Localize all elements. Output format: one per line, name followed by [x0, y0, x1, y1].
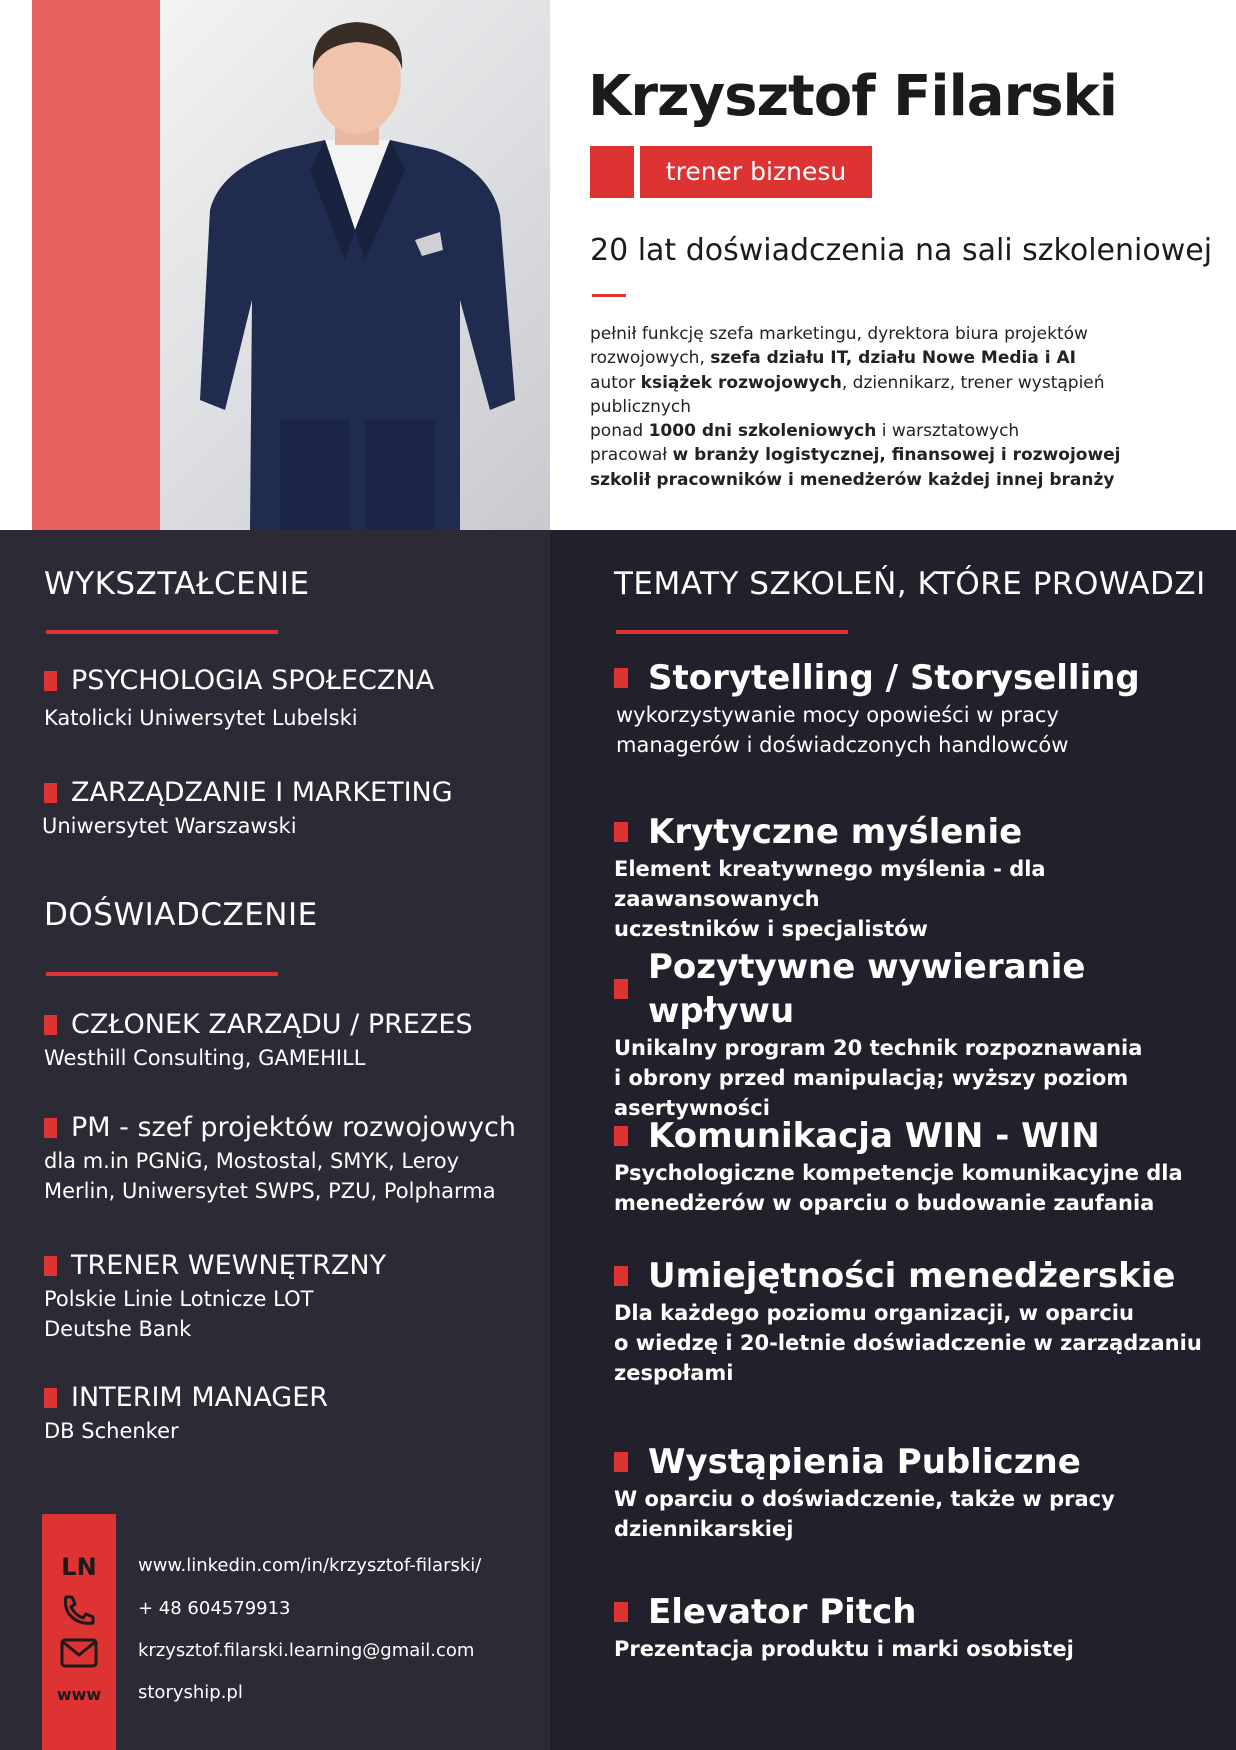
experience-place: DB Schenker	[44, 1419, 179, 1443]
education-name: PSYCHOLOGIA SPOŁECZNA	[71, 665, 435, 696]
topic-item	[614, 1254, 1214, 1388]
experience-item	[44, 1248, 524, 1344]
linkedin-link[interactable]: www.linkedin.com/in/krzysztof-filarski/	[138, 1555, 482, 1576]
topic-desc: W oparciu o doświadczenie, także w pracy dziennikarskiej	[614, 1487, 1115, 1541]
topic-item	[614, 656, 1214, 760]
experience-place: dla m.in PGNiG, Mostostal, SMYK, Leroy Merlin, Uniwersytet SWPS, PZU, Polpharma	[44, 1149, 496, 1203]
phone-icon	[58, 1594, 100, 1626]
bullet-square	[614, 1452, 628, 1472]
education-item	[44, 775, 524, 841]
topic-desc: Prezentacja produktu i marki osobistej	[614, 1637, 1074, 1661]
topic-desc: wykorzystywanie mocy opowieści w pracy managerów i doświadczonych handlowców	[616, 703, 1069, 757]
topic-item	[614, 1114, 1214, 1218]
bullet-square	[614, 1266, 628, 1286]
topic-desc: Dla każdego poziomu organizacji, w oparciu o wiedzę i 20-letnie doświadczenie w zarządzaniu zespołami	[614, 1301, 1202, 1385]
topic-desc: Unikalny program 20 technik rozpoznawania i obrony przed manipulacją; wyższy poziom asertywności	[614, 1036, 1143, 1120]
topic-name: Pozytywne wywieranie wpływu	[648, 947, 1086, 1031]
experience-underline	[46, 972, 278, 976]
bio-line: ponad 1000 dni szkoleniowych i warsztatowych	[590, 421, 1020, 442]
bullet-square	[44, 1256, 57, 1276]
bullet-square	[44, 1118, 57, 1138]
phone-number[interactable]: + 48 604579913	[138, 1598, 291, 1619]
contact-bar	[42, 1514, 116, 1750]
experience-name: INTERIM MANAGER	[71, 1382, 329, 1413]
tagline: 20 lat doświadczenia na sali szkoleniowej	[590, 233, 1213, 268]
bio-line: szkolił pracowników i menedżerów każdej innej branży	[590, 469, 1115, 490]
experience-name: CZŁONEK ZARZĄDU / PREZES	[71, 1009, 473, 1040]
bullet-square	[614, 822, 628, 842]
topic-name: Krytyczne myślenie	[648, 812, 1023, 852]
email-link[interactable]: krzysztof.filarski.learning@gmail.com	[138, 1640, 475, 1661]
topic-name: Wystąpienia Publiczne	[648, 1442, 1081, 1482]
education-place: Uniwersytet Warszawski	[42, 814, 297, 838]
portrait-photo	[160, 0, 550, 530]
topics-underline	[616, 630, 848, 634]
topic-item	[614, 810, 1214, 944]
experience-name: TRENER WEWNĘTRZNY	[71, 1250, 387, 1281]
website-icon: www	[56, 1685, 102, 1704]
person-name: Krzysztof Filarski	[588, 64, 1117, 129]
education-title: WYKSZTAŁCENIE	[44, 566, 310, 602]
topic-item	[614, 1440, 1214, 1544]
website-link[interactable]: storyship.pl	[138, 1682, 243, 1703]
bullet-square	[614, 979, 628, 999]
bullet-square	[44, 671, 57, 691]
bio-line: autor książek rozwojowych, dziennikarz, trener wystąpień publicznych	[590, 372, 1105, 417]
portrait-illustration	[160, 0, 550, 530]
experience-item	[44, 1007, 524, 1073]
education-underline	[46, 630, 278, 634]
education-item	[44, 663, 524, 733]
education-name: ZARZĄDZANIE I MARKETING	[71, 777, 453, 808]
bullet-square	[44, 1388, 57, 1408]
topics-title: TEMATY SZKOLEŃ, KTÓRE PROWADZI	[614, 566, 1206, 602]
accent-bar	[32, 0, 160, 530]
header-section	[0, 0, 1236, 530]
topic-name: Komunikacja WIN - WIN	[648, 1116, 1100, 1156]
linkedin-icon: LN	[61, 1553, 97, 1581]
bullet-square	[614, 1602, 628, 1622]
email-icon	[58, 1637, 100, 1669]
topic-item	[614, 1590, 1214, 1664]
experience-item	[44, 1110, 524, 1206]
bullet-square	[44, 783, 57, 803]
bullet-square	[614, 1126, 628, 1146]
bio-line: pełnił funkcję szefa marketingu, dyrektora biura projektów	[590, 324, 1088, 344]
experience-name: PM - szef projektów rozwojowych	[71, 1112, 516, 1143]
bio-line: pracował w branży logistycznej, finansowej i rozwojowej	[590, 445, 1121, 466]
topic-item	[614, 945, 1214, 1123]
topic-desc: Element kreatywnego myślenia - dla zaawansowanych uczestników i specjalistów	[614, 857, 1046, 941]
topic-name: Umiejętności menedżerskie	[648, 1256, 1176, 1296]
topic-name: Storytelling / Storyselling	[648, 658, 1140, 698]
topic-name: Elevator Pitch	[648, 1592, 917, 1632]
role-accent	[590, 146, 634, 198]
topic-desc: Psychologiczne kompetencje komunikacyjne dla menedżerów w oparciu o budowanie zaufania	[614, 1161, 1183, 1215]
bullet-square	[44, 1015, 57, 1035]
experience-title: DOŚWIADCZENIE	[44, 897, 318, 933]
education-place: Katolicki Uniwersytet Lubelski	[44, 706, 358, 730]
experience-place: Westhill Consulting, GAMEHILL	[44, 1046, 366, 1070]
experience-item	[44, 1380, 524, 1446]
tagline-underline	[592, 294, 626, 297]
role-badge: trener biznesu	[640, 146, 872, 198]
bio-line: rozwojowych, szefa działu IT, działu Nowe Media i AI	[590, 348, 1076, 369]
bio	[590, 322, 1210, 492]
experience-place: Polskie Linie Lotnicze LOT Deutshe Bank	[44, 1287, 314, 1341]
bullet-square	[614, 668, 628, 688]
